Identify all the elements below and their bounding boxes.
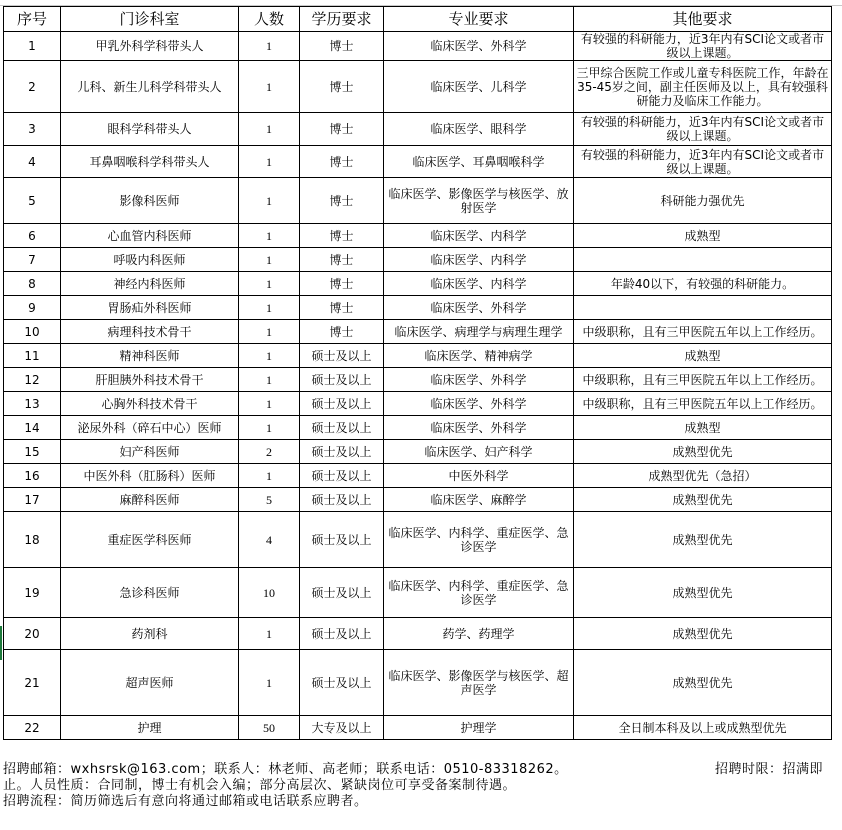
dept-name-cell: 甲乳外科学科带头人 bbox=[61, 32, 239, 61]
headcount-cell: 1 bbox=[239, 272, 300, 296]
other-requirements-cell bbox=[574, 296, 832, 320]
major-cell: 护理学 bbox=[384, 716, 574, 740]
dept-name-cell: 心胸外科技术骨干 bbox=[61, 392, 239, 416]
dept-name-cell: 病理科技术骨干 bbox=[61, 320, 239, 344]
row-number-cell: 15 bbox=[4, 440, 61, 464]
major-cell: 临床医学、内科学 bbox=[384, 248, 574, 272]
other-requirements-cell: 成熟型优先 bbox=[574, 488, 832, 512]
row-number-cell: 21 bbox=[4, 650, 61, 716]
row-number-cell: 10 bbox=[4, 320, 61, 344]
dept-name-cell: 妇产科医师 bbox=[61, 440, 239, 464]
headcount-cell: 1 bbox=[239, 178, 300, 224]
education-cell: 硕士及以上 bbox=[300, 368, 384, 392]
header-count: 人数 bbox=[239, 7, 300, 32]
headcount-cell: 1 bbox=[239, 61, 300, 113]
dept-name-cell: 心血管内科医师 bbox=[61, 224, 239, 248]
other-requirements-cell: 中级职称，且有三甲医院五年以上工作经历。 bbox=[574, 320, 832, 344]
dept-name-cell: 耳鼻咽喉科学科带头人 bbox=[61, 146, 239, 178]
dept-name-cell: 护理 bbox=[61, 716, 239, 740]
headcount-cell: 5 bbox=[239, 488, 300, 512]
education-cell: 博士 bbox=[300, 113, 384, 146]
row-number-cell: 12 bbox=[4, 368, 61, 392]
other-requirements-cell: 成熟型优先 bbox=[574, 618, 832, 650]
dept-name-cell: 儿科、新生儿科学科带头人 bbox=[61, 61, 239, 113]
education-cell: 博士 bbox=[300, 224, 384, 248]
header-major: 专业要求 bbox=[384, 7, 574, 32]
header-edu: 学历要求 bbox=[300, 7, 384, 32]
education-cell: 硕士及以上 bbox=[300, 512, 384, 568]
major-cell: 临床医学、精神病学 bbox=[384, 344, 574, 368]
table-row bbox=[4, 568, 832, 618]
table-row bbox=[4, 464, 832, 488]
major-cell: 中医外科学 bbox=[384, 464, 574, 488]
other-requirements-cell: 全日制本科及以上或成熟型优先 bbox=[574, 716, 832, 740]
education-cell: 博士 bbox=[300, 296, 384, 320]
education-cell: 硕士及以上 bbox=[300, 440, 384, 464]
dept-name-cell: 中医外科（肛肠科）医师 bbox=[61, 464, 239, 488]
table-row bbox=[4, 416, 832, 440]
dept-name-cell: 麻醉科医师 bbox=[61, 488, 239, 512]
major-cell: 临床医学、妇产科学 bbox=[384, 440, 574, 464]
headcount-cell: 1 bbox=[239, 113, 300, 146]
major-cell: 临床医学、病理学与病理生理学 bbox=[384, 320, 574, 344]
table-row bbox=[4, 320, 832, 344]
headcount-cell: 1 bbox=[239, 416, 300, 440]
headcount-cell: 50 bbox=[239, 716, 300, 740]
footer-process: 招聘流程：简历筛选后有意向将通过邮箱或电话联系应聘者。 bbox=[3, 794, 368, 809]
major-cell: 临床医学、耳鼻咽喉科学 bbox=[384, 146, 574, 178]
dept-name-cell: 精神科医师 bbox=[61, 344, 239, 368]
major-cell: 临床医学、麻醉学 bbox=[384, 488, 574, 512]
other-requirements-cell: 成熟型优先 bbox=[574, 650, 832, 716]
table-row bbox=[4, 272, 832, 296]
major-cell: 临床医学、外科学 bbox=[384, 368, 574, 392]
table-row bbox=[4, 32, 832, 61]
row-number-cell: 8 bbox=[4, 272, 61, 296]
education-cell: 博士 bbox=[300, 146, 384, 178]
row-number-cell: 18 bbox=[4, 512, 61, 568]
table-row bbox=[4, 716, 832, 740]
dept-name-cell: 重症医学科医师 bbox=[61, 512, 239, 568]
other-requirements-cell: 成熟型 bbox=[574, 344, 832, 368]
dept-name-cell: 眼科学科带头人 bbox=[61, 113, 239, 146]
table-row bbox=[4, 488, 832, 512]
row-number-cell: 1 bbox=[4, 32, 61, 61]
major-cell: 临床医学、儿科学 bbox=[384, 61, 574, 113]
other-requirements-cell bbox=[574, 248, 832, 272]
headcount-cell: 1 bbox=[239, 618, 300, 650]
table-row bbox=[4, 512, 832, 568]
other-requirements-cell: 有较强的科研能力，近3年内有SCI论文或者市级以上课题。 bbox=[574, 146, 832, 178]
headcount-cell: 1 bbox=[239, 344, 300, 368]
education-cell: 硕士及以上 bbox=[300, 568, 384, 618]
education-cell: 博士 bbox=[300, 272, 384, 296]
education-cell: 博士 bbox=[300, 178, 384, 224]
row-number-cell: 4 bbox=[4, 146, 61, 178]
other-requirements-cell: 成熟型优先 bbox=[574, 440, 832, 464]
other-requirements-cell: 成熟型优先（急招） bbox=[574, 464, 832, 488]
dept-name-cell: 超声医师 bbox=[61, 650, 239, 716]
headcount-cell: 1 bbox=[239, 464, 300, 488]
major-cell: 临床医学、内科学、重症医学、急诊医学 bbox=[384, 568, 574, 618]
education-cell: 博士 bbox=[300, 320, 384, 344]
row-number-cell: 5 bbox=[4, 178, 61, 224]
row-number-cell: 14 bbox=[4, 416, 61, 440]
row-number-cell: 11 bbox=[4, 344, 61, 368]
major-cell: 临床医学、影像医学与核医学、超声医学 bbox=[384, 650, 574, 716]
table-row bbox=[4, 344, 832, 368]
table-row bbox=[4, 61, 832, 113]
row-number-cell: 9 bbox=[4, 296, 61, 320]
headcount-cell: 1 bbox=[239, 32, 300, 61]
recruitment-table bbox=[3, 6, 832, 740]
education-cell: 博士 bbox=[300, 32, 384, 61]
major-cell: 临床医学、眼科学 bbox=[384, 113, 574, 146]
footer-nature: 止。人员性质：合同制，博士有机会入编；部分高层次、紧缺岗位可享受备案制待遇。 bbox=[3, 778, 517, 793]
headcount-cell: 1 bbox=[239, 320, 300, 344]
table-row bbox=[4, 392, 832, 416]
major-cell: 临床医学、外科学 bbox=[384, 296, 574, 320]
headcount-cell: 1 bbox=[239, 368, 300, 392]
table-row bbox=[4, 440, 832, 464]
dept-name-cell: 肝胆胰外科技术骨干 bbox=[61, 368, 239, 392]
education-cell: 硕士及以上 bbox=[300, 488, 384, 512]
other-requirements-cell: 成熟型 bbox=[574, 224, 832, 248]
row-number-cell: 6 bbox=[4, 224, 61, 248]
row-number-cell: 17 bbox=[4, 488, 61, 512]
major-cell: 临床医学、内科学、重症医学、急诊医学 bbox=[384, 512, 574, 568]
header-row bbox=[4, 7, 832, 32]
headcount-cell: 1 bbox=[239, 224, 300, 248]
major-cell: 临床医学、外科学 bbox=[384, 416, 574, 440]
dept-name-cell: 影像科医师 bbox=[61, 178, 239, 224]
row-selection-marker bbox=[0, 626, 2, 660]
row-number-cell: 13 bbox=[4, 392, 61, 416]
row-number-cell: 3 bbox=[4, 113, 61, 146]
education-cell: 硕士及以上 bbox=[300, 650, 384, 716]
headcount-cell: 4 bbox=[239, 512, 300, 568]
row-number-cell: 19 bbox=[4, 568, 61, 618]
headcount-cell: 1 bbox=[239, 248, 300, 272]
footer-deadline: 招聘时限：招满即 bbox=[714, 762, 823, 777]
dept-name-cell: 呼吸内科医师 bbox=[61, 248, 239, 272]
other-requirements-cell: 成熟型 bbox=[574, 416, 832, 440]
education-cell: 博士 bbox=[300, 61, 384, 113]
table-row bbox=[4, 368, 832, 392]
other-requirements-cell: 三甲综合医院工作或儿童专科医院工作，年龄在35-45岁之间，副主任医师及以上，具有较强科研能力及临床工作能力。 bbox=[574, 61, 832, 113]
table-row bbox=[4, 178, 832, 224]
table-row bbox=[4, 146, 832, 178]
other-requirements-cell: 中级职称，且有三甲医院五年以上工作经历。 bbox=[574, 392, 832, 416]
headcount-cell: 1 bbox=[239, 392, 300, 416]
dept-name-cell: 神经内科医师 bbox=[61, 272, 239, 296]
other-requirements-cell: 有较强的科研能力，近3年内有SCI论文或者市级以上课题。 bbox=[574, 32, 832, 61]
dept-name-cell: 急诊科医师 bbox=[61, 568, 239, 618]
footer-contact: 招聘邮箱：wxhsrsk@163.com；联系人：林老师、高老师；联系电话：0510-83318262。 bbox=[3, 762, 568, 777]
dept-name-cell: 药剂科 bbox=[61, 618, 239, 650]
major-cell: 临床医学、外科学 bbox=[384, 392, 574, 416]
table-row bbox=[4, 650, 832, 716]
dept-name-cell: 泌尿外科（碎石中心）医师 bbox=[61, 416, 239, 440]
education-cell: 硕士及以上 bbox=[300, 464, 384, 488]
recruitment-footer bbox=[3, 762, 823, 810]
row-number-cell: 22 bbox=[4, 716, 61, 740]
dept-name-cell: 胃肠疝外科医师 bbox=[61, 296, 239, 320]
table-row bbox=[4, 224, 832, 248]
headcount-cell: 10 bbox=[239, 568, 300, 618]
major-cell: 临床医学、内科学 bbox=[384, 224, 574, 248]
headcount-cell: 2 bbox=[239, 440, 300, 464]
education-cell: 硕士及以上 bbox=[300, 344, 384, 368]
table-row bbox=[4, 248, 832, 272]
table-row bbox=[4, 296, 832, 320]
other-requirements-cell: 成熟型优先 bbox=[574, 512, 832, 568]
other-requirements-cell: 中级职称，且有三甲医院五年以上工作经历。 bbox=[574, 368, 832, 392]
headcount-cell: 1 bbox=[239, 146, 300, 178]
education-cell: 博士 bbox=[300, 248, 384, 272]
major-cell: 药学、药理学 bbox=[384, 618, 574, 650]
education-cell: 硕士及以上 bbox=[300, 416, 384, 440]
major-cell: 临床医学、内科学 bbox=[384, 272, 574, 296]
education-cell: 大专及以上 bbox=[300, 716, 384, 740]
table-row bbox=[4, 618, 832, 650]
other-requirements-cell: 有较强的科研能力，近3年内有SCI论文或者市级以上课题。 bbox=[574, 113, 832, 146]
table-row bbox=[4, 113, 832, 146]
major-cell: 临床医学、外科学 bbox=[384, 32, 574, 61]
education-cell: 硕士及以上 bbox=[300, 392, 384, 416]
education-cell: 硕士及以上 bbox=[300, 618, 384, 650]
row-number-cell: 16 bbox=[4, 464, 61, 488]
headcount-cell: 1 bbox=[239, 296, 300, 320]
other-requirements-cell: 科研能力强优先 bbox=[574, 178, 832, 224]
other-requirements-cell: 年龄40以下，有较强的科研能力。 bbox=[574, 272, 832, 296]
row-number-cell: 20 bbox=[4, 618, 61, 650]
row-number-cell: 7 bbox=[4, 248, 61, 272]
header-other: 其他要求 bbox=[574, 7, 832, 32]
header-dept: 门诊科室 bbox=[61, 7, 239, 32]
other-requirements-cell: 成熟型优先 bbox=[574, 568, 832, 618]
headcount-cell: 1 bbox=[239, 650, 300, 716]
major-cell: 临床医学、影像医学与核医学、放射医学 bbox=[384, 178, 574, 224]
row-number-cell: 2 bbox=[4, 61, 61, 113]
header-no: 序号 bbox=[4, 7, 61, 32]
